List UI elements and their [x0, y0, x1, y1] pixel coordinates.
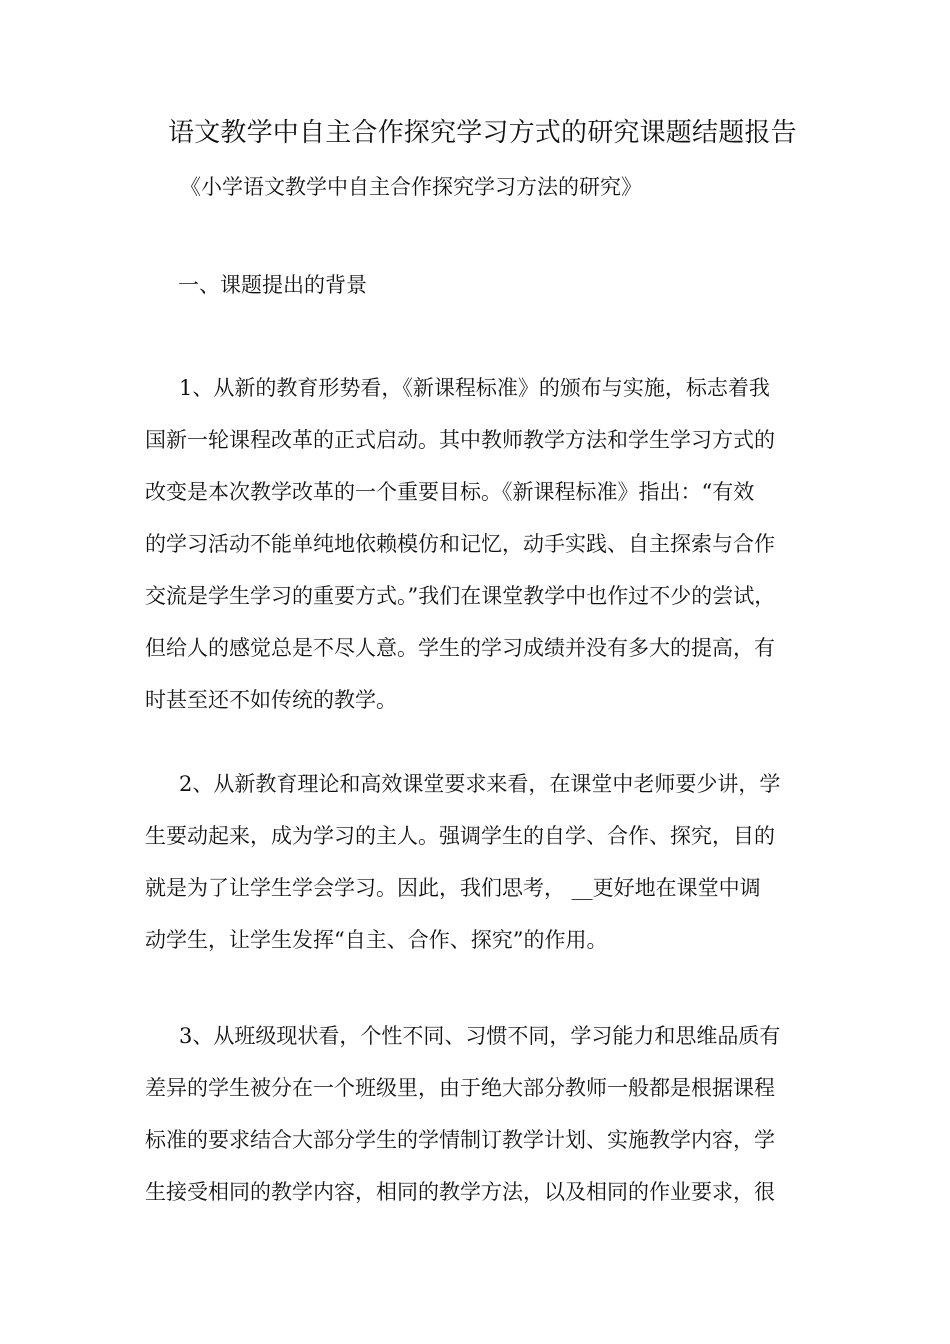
paragraph-line: 时甚至还不如传统的教学。	[145, 688, 397, 712]
paragraph-line: 2、从新教育理论和高效课堂要求来看，在课堂中老师要少讲，学	[179, 772, 781, 796]
document-title: 语文教学中自主合作探究学习方式的研究课题结题报告	[168, 118, 797, 148]
paragraph-line: 动学生，让学生发挥“自主、合作、探究”的作用。	[145, 928, 608, 952]
document-subtitle: 《小学语文教学中自主合作探究学习方法的研究》	[180, 175, 642, 199]
paragraph-line: 就是为了让学生学会学习。因此，我们思考， __更好地在课堂中调	[145, 876, 761, 900]
paragraph-line: 3、从班级现状看，个性不同、习惯不同，学习能力和思维品质有	[179, 1024, 781, 1048]
paragraph-line: 改变是本次教学改革的一个重要目标。《新课程标准》指出：“有效	[145, 480, 755, 504]
paragraph-line: 1、从新的教育形势看，《新课程标准》的颁布与实施，标志着我	[179, 376, 770, 400]
paragraph-2	[145, 758, 805, 966]
paragraph-3	[145, 1010, 805, 1218]
paragraph-line: 生要动起来，成为学习的主人。强调学生的自学、合作、探究，目的	[145, 824, 775, 848]
paragraph-line: 标准的要求结合大部分学生的学情制订教学计划、实施教学内容，学	[145, 1128, 775, 1152]
section-heading-background: 一、课题提出的背景	[178, 273, 367, 297]
paragraph-line: 交流是学生学习的重要方式。”我们在课堂教学中也作过不少的尝试，	[145, 584, 776, 608]
paragraph-line: 生接受相同的教学内容，相同的教学方法，以及相同的作业要求，很	[145, 1180, 775, 1204]
paragraph-line: 差异的学生被分在一个班级里，由于绝大部分教师一般都是根据课程	[145, 1076, 775, 1100]
paragraph-1	[145, 362, 805, 726]
paragraph-line: 国新一轮课程改革的正式启动。其中教师教学方法和学生学习方式的	[145, 428, 775, 452]
paragraph-line: 但给人的感觉总是不尽人意。学生的学习成绩并没有多大的提高，有	[145, 636, 775, 660]
paragraph-line: 的学习活动不能单纯地依赖模仿和记忆，动手实践、自主探索与合作	[145, 532, 775, 556]
